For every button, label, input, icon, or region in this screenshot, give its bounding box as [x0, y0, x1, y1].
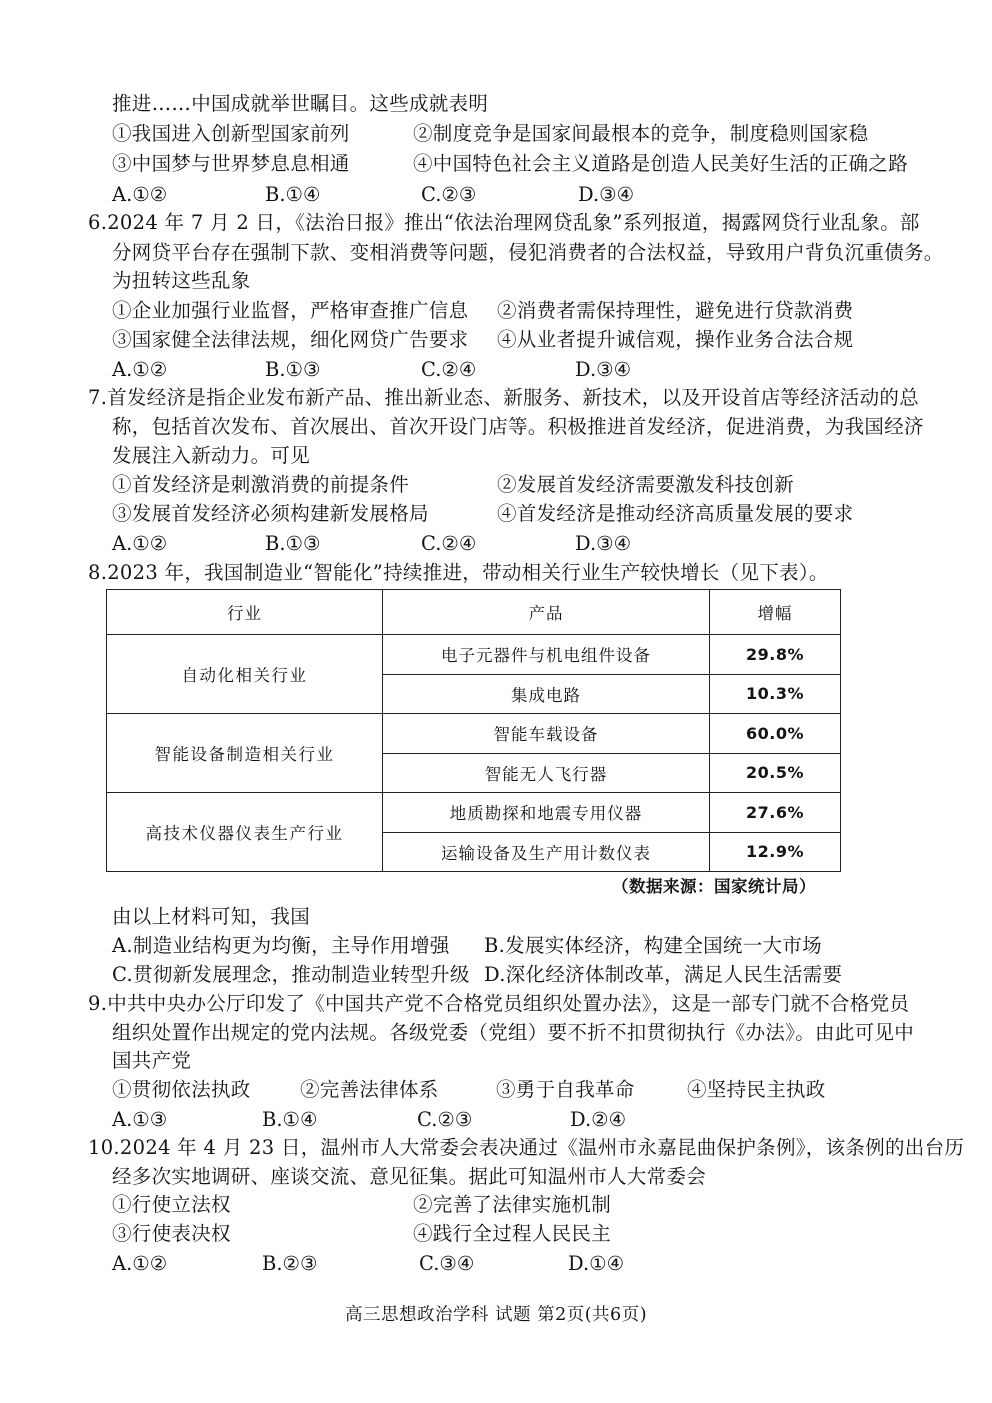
q9-statement-3: ③勇于自我革命 — [496, 1078, 635, 1101]
q6-stem-line-3: 为扭转这些乱象 — [112, 269, 251, 292]
q10-stem-line-1: 10.2024 年 4 月 23 日，温州市人大常委会表决通过《温州市永嘉昆曲保护条例》，该条例的出台历 — [88, 1136, 965, 1159]
q6-stem-line-2: 分网贷平台存在强制下款、变相消费等问题，侵犯消费者的合法权益，导致用户背负沉重债务。 — [112, 241, 944, 264]
q9-stem-line-1: 9.中共中央办公厅印发了《中国共产党不合格党员组织处置办法》，这是一部专门就不合格党员 — [88, 992, 910, 1015]
q8-option-a: A.制造业结构更为均衡，主导作用增强 — [112, 934, 450, 957]
q7-option-b: B.①③ — [265, 532, 321, 555]
product-cell: 电子元器件与机电组件设备 — [383, 635, 710, 675]
q5-statement-2: ②制度竞争是国家间最根本的竞争，制度稳则国家稳 — [413, 122, 869, 145]
growth-table — [106, 589, 841, 872]
table-header-row — [107, 590, 841, 635]
q7-stem-line-3: 发展注入新动力。可见 — [112, 444, 311, 467]
q9-stem-line-3: 国共产党 — [112, 1049, 192, 1072]
q9-statement-2: ②完善法律体系 — [300, 1078, 439, 1101]
q9-statement-4: ④坚持民主执政 — [687, 1078, 826, 1101]
growth-cell: 12.9% — [710, 832, 841, 872]
growth-cell: 60.0% — [710, 714, 841, 754]
q9-statement-1: ①贯彻依法执政 — [112, 1078, 251, 1101]
q8-lead: 由以上材料可知，我国 — [112, 905, 311, 928]
q9-stem-line-2: 组织处置作出规定的党内法规。各级党委（党组）要不折不扣贯彻执行《办法》。由此可见中 — [112, 1021, 915, 1044]
industry-cell: 智能设备制造相关行业 — [107, 714, 383, 793]
q8-option-b: B.发展实体经济，构建全国统一大市场 — [484, 934, 822, 957]
q10-statement-2: ②完善了法律实施机制 — [413, 1193, 612, 1216]
table-row — [107, 793, 841, 833]
q6-stem-line-1: 6.2024 年 7 月 2 日，《法治日报》推出“依法治理网贷乱象”系列报道，揭露网贷行业乱象。部 — [88, 211, 920, 234]
q6-statement-4: ④从业者提升诚信观，操作业务合法合规 — [497, 328, 854, 351]
industry-cell: 自动化相关行业 — [107, 635, 383, 714]
q7-statement-1: ①首发经济是刺激消费的前提条件 — [112, 473, 410, 496]
q6-statement-1: ①企业加强行业监督，严格审查推广信息 — [112, 299, 469, 322]
product-cell: 智能无人飞行器 — [383, 753, 710, 793]
q10-stem-line-2: 经多次实地调研、座谈交流、意见征集。据此可知温州市人大常委会 — [112, 1165, 707, 1188]
q10-option-b: B.②③ — [262, 1252, 318, 1275]
q7-stem-line-1: 7.首发经济是指企业发布新产品、推出新业态、新服务、新技术，以及开设首店等经济活动的总 — [88, 386, 920, 409]
q5-statement-3: ③中国梦与世界梦息息相通 — [112, 152, 350, 175]
table-row — [107, 714, 841, 754]
q6-statement-2: ②消费者需保持理性，避免进行贷款消费 — [497, 299, 854, 322]
q7-option-d: D.③④ — [575, 532, 632, 555]
q5-option-b: B.①④ — [265, 183, 321, 206]
q5-option-a: A.①② — [112, 183, 168, 206]
q6-option-b: B.①③ — [265, 358, 321, 381]
q7-statement-3: ③发展首发经济必须构建新发展格局 — [112, 502, 429, 525]
col-header-industry: 行业 — [107, 590, 383, 635]
q7-option-c: C.②④ — [421, 532, 477, 555]
q6-option-a: A.①② — [112, 358, 168, 381]
q5-statement-4: ④中国特色社会主义道路是创造人民美好生活的正确之路 — [413, 152, 909, 175]
col-header-product: 产品 — [383, 590, 710, 635]
product-cell: 集成电路 — [383, 674, 710, 714]
q8-option-d: D.深化经济体制改革，满足人民生活需要 — [484, 963, 843, 986]
q5-option-c: C.②③ — [421, 183, 477, 206]
q9-option-c: C.②③ — [417, 1108, 473, 1131]
q6-option-d: D.③④ — [575, 358, 632, 381]
q10-option-c: C.③④ — [419, 1252, 475, 1275]
table-row — [107, 635, 841, 675]
growth-cell: 10.3% — [710, 674, 841, 714]
q9-option-a: A.①③ — [112, 1108, 168, 1131]
growth-cell: 20.5% — [710, 753, 841, 793]
page-footer: 高三思想政治学科 试题 第2页(共6页) — [344, 1305, 648, 1325]
q10-option-d: D.①④ — [568, 1252, 625, 1275]
q10-option-a: A.①② — [112, 1252, 168, 1275]
col-header-growth: 增幅 — [710, 590, 841, 635]
product-cell: 智能车载设备 — [383, 714, 710, 754]
q8-stem: 8.2023 年，我国制造业“智能化”持续推进，带动相关行业生产较快增长（见下表）。 — [88, 561, 829, 584]
q9-option-b: B.①④ — [262, 1108, 318, 1131]
growth-cell: 27.6% — [710, 793, 841, 833]
q5-option-d: D.③④ — [578, 183, 635, 206]
q7-stem-line-2: 称，包括首次发布、首次展出、首次开设门店等。积极推进首发经济，促进消费，为我国经济 — [112, 415, 924, 438]
q8-option-c: C.贯彻新发展理念，推动制造业转型升级 — [112, 963, 470, 986]
q7-statement-2: ②发展首发经济需要激发科技创新 — [497, 473, 795, 496]
q6-statement-3: ③国家健全法律法规，细化网贷广告要求 — [112, 328, 469, 351]
q5-statement-1: ①我国进入创新型国家前列 — [112, 122, 350, 145]
q10-statement-4: ④践行全过程人民民主 — [413, 1222, 612, 1245]
q10-statement-1: ①行使立法权 — [112, 1193, 231, 1216]
q9-option-d: D.②④ — [570, 1108, 627, 1131]
product-cell: 地质勘探和地震专用仪器 — [383, 793, 710, 833]
table-source-note: （数据来源：国家统计局） — [612, 877, 816, 896]
q6-option-c: C.②④ — [421, 358, 477, 381]
q5-stem-tail: 推进……中国成就举世瞩目。这些成就表明 — [112, 92, 489, 115]
growth-cell: 29.8% — [710, 635, 841, 675]
q10-statement-3: ③行使表决权 — [112, 1222, 231, 1245]
q7-option-a: A.①② — [112, 532, 168, 555]
q7-statement-4: ④首发经济是推动经济高质量发展的要求 — [497, 502, 854, 525]
product-cell: 运输设备及生产用计数仪表 — [383, 832, 710, 872]
industry-cell: 高技术仪器仪表生产行业 — [107, 793, 383, 872]
